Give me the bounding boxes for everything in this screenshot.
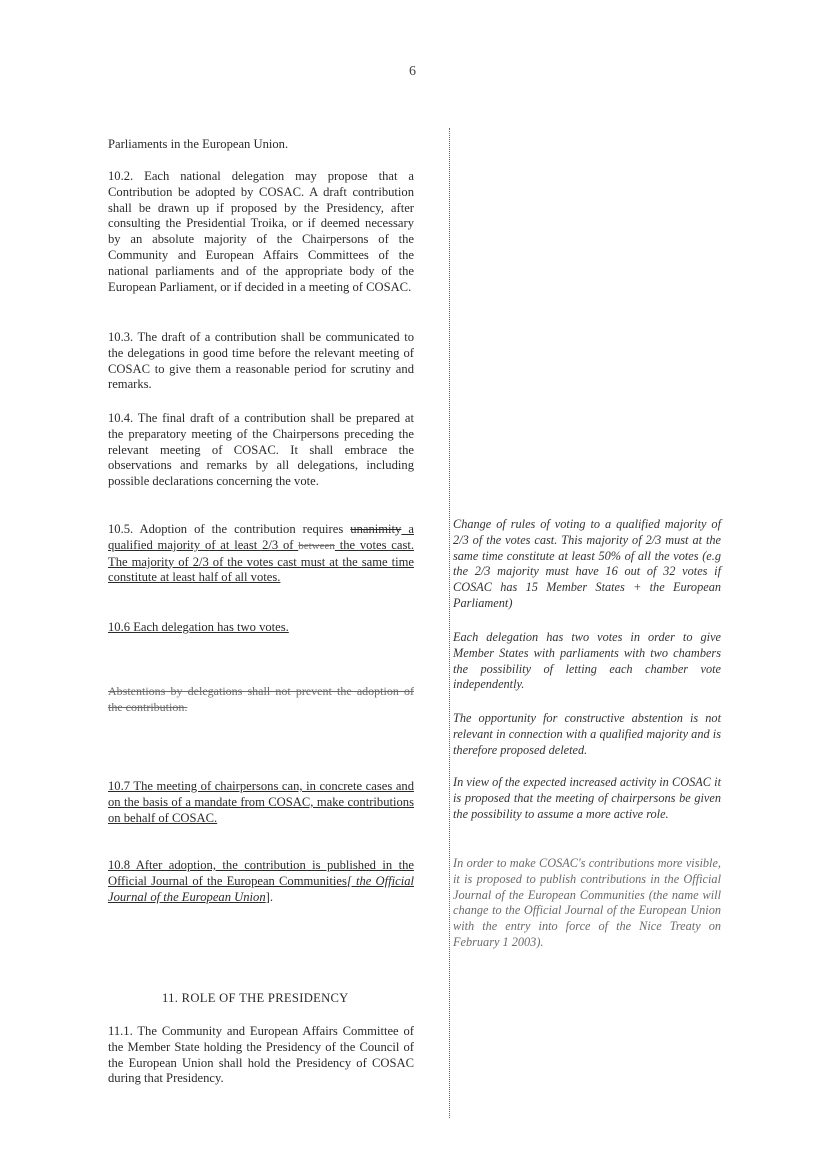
section-heading-11: 11. ROLE OF THE PRESIDENCY: [162, 991, 349, 1005]
clause-10-6: 10.6 Each delegation has two votes.: [108, 620, 289, 634]
clause-10-5-insert-2: the votes cast. The majority of 2/3 of the votes cast must at the same time constitute at least half of all votes.: [108, 537, 414, 585]
clause-10-3: 10.3. The draft of a contribution shall be communicated to the delegations in good time before the relevant meeting of COSAC to give them a reasonable period for scrutiny and remarks.: [108, 330, 414, 392]
clause-10-8: [108, 858, 414, 905]
clause-10-5-deleted-2: between: [298, 539, 335, 552]
column-divider: [449, 128, 450, 1118]
note-10-7: In view of the expected increased activity in COSAC it is proposed that the meeting of chairpersons be given the possibility to assume a more active role.: [453, 775, 721, 821]
clause-10-5-start: 10.5. Adoption of the contribution requires: [108, 522, 351, 536]
clause-10-7: 10.7 The meeting of chairpersons can, in concrete cases and on the basis of a mandate from COSAC, make contributions on behalf of COSAC.: [108, 779, 414, 825]
clause-10-4: 10.4. The final draft of a contribution shall be prepared at the preparatory meeting of the Chairpersons preceding the relevant meeting of COSAC. It shall embrace the observations and remarks by all delegations, including possible declarations concerning the vote.: [108, 411, 414, 489]
clause-10-5: [108, 522, 414, 586]
note-10-6: Each delegation has two votes in order to give Member States with parliaments with two chambers the possibility of letting each chamber vote independently.: [453, 630, 721, 692]
abstentions-deleted: Abstentions by delegations shall not prevent the adoption of the contribution.: [108, 684, 414, 714]
note-abstention: The opportunity for constructive abstention is not relevant in connection with a qualified majority and is therefore proposed deleted.: [453, 711, 721, 757]
clause-10-8-italic: [ the Official Journal of the European Union: [108, 873, 415, 904]
clause-10-8-main: 10.8 After adoption, the contribution is published in the Official Journal of the European Communities: [108, 858, 414, 888]
clause-10-8-end: ].: [265, 889, 273, 904]
clause-10-5-deleted: unanimity: [350, 522, 402, 536]
note-10-8: In order to make COSAC's contributions more visible, it is proposed to publish contributions in the Official Journal of the European Communities (the name will change to the Official Journal of the European Union with the entry into force of the Nice Treaty on February 1 2003).: [453, 856, 721, 949]
clause-10-2: 10.2. Each national delegation may propose that a Contribution be adopted by COSAC. A draft contribution shall be drawn up if proposed by the Presidency, after consulting the Presidential Troika, or if deemed necessary by an absolute majority of the Chairpersons of the Community and European Affairs Committees of the national parliaments and of the appropriate body of the European Parliament, or if decided in a meeting of COSAC.: [108, 169, 414, 294]
clause-10-5-insert-1: a qualified majority of at least 2/3 of: [108, 522, 414, 552]
page-number: 6: [409, 64, 416, 79]
clause-11-1: 11.1. The Community and European Affairs Committee of the Member State holding the Presidency of the Council of the European Union shall hold the Presidency of COSAC during that Presidency.: [108, 1024, 414, 1086]
note-10-5: Change of rules of voting to a qualified majority of 2/3 of the votes cast. This majority of 2/3 must at the same time constitute at least 50% of all the votes (e.g the 2/3 majority must have 16 out of 32 votes if COSAC has 15 Member States + the European Parliament): [453, 517, 721, 610]
paragraph-intro: Parliaments in the European Union.: [108, 137, 289, 151]
